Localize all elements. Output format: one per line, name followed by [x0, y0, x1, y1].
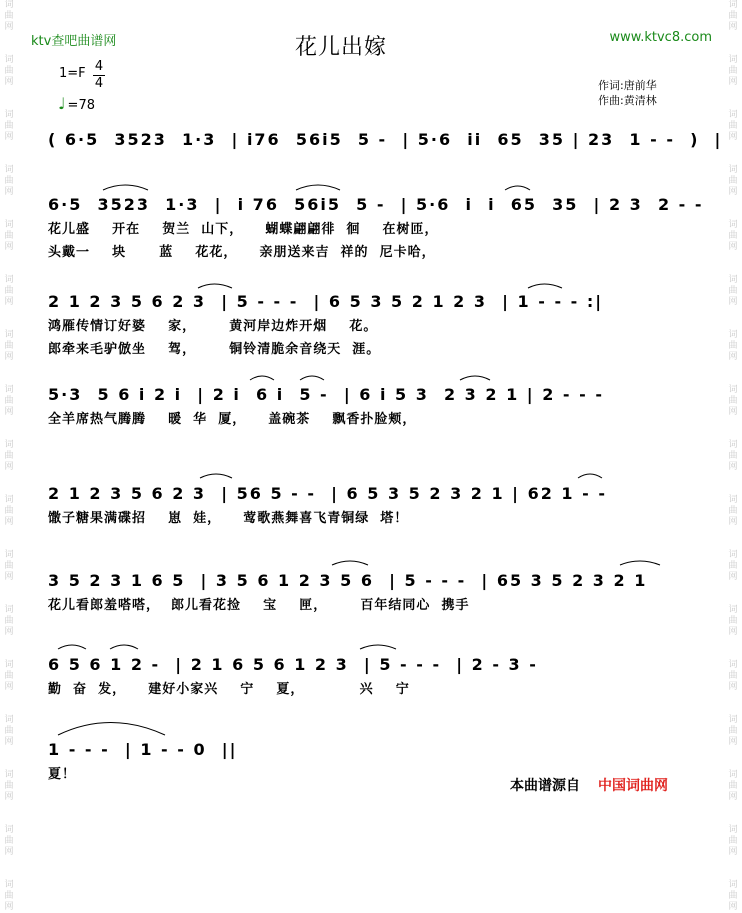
watermark-char: 曲 — [728, 66, 738, 76]
watermark-char: 词 — [4, 770, 14, 780]
watermark-char: 网 — [4, 902, 14, 912]
watermark-char: 网 — [4, 297, 14, 307]
slur-arc — [528, 284, 562, 288]
watermark-char: 网 — [728, 352, 738, 362]
watermark-char: 词 — [728, 825, 738, 835]
watermark-char: 曲 — [728, 561, 738, 571]
watermark-char: 网 — [728, 517, 738, 527]
watermark-char: 曲 — [4, 616, 14, 626]
slur-arc — [58, 645, 86, 649]
watermark-group — [728, 0, 737, 33]
watermark-group — [4, 605, 13, 638]
watermark-char: 曲 — [4, 726, 14, 736]
credits — [598, 78, 657, 108]
watermark-group — [728, 660, 737, 693]
watermark-char: 网 — [4, 407, 14, 417]
slur-arc — [300, 376, 324, 380]
time-signature-top: 4 — [94, 59, 104, 74]
watermark-char: 词 — [4, 825, 14, 835]
watermark-char: 网 — [4, 77, 14, 87]
right-watermark-strip — [726, 0, 740, 912]
watermark-char: 曲 — [4, 836, 14, 846]
slur-arc — [250, 376, 274, 380]
lyric-line-1: 夏！ — [48, 767, 77, 782]
slur-arc — [332, 561, 368, 565]
watermark-char: 词 — [728, 495, 738, 505]
watermark-char: 网 — [4, 792, 14, 802]
watermark-char: 网 — [728, 297, 738, 307]
watermark-char: 词 — [4, 715, 14, 725]
watermark-char: 网 — [728, 407, 738, 417]
slur-arc — [110, 645, 138, 649]
watermark-char: 词 — [4, 880, 14, 890]
watermark-char: 曲 — [4, 66, 14, 76]
watermark-char: 网 — [728, 682, 738, 692]
watermark-group — [728, 275, 737, 308]
watermark-char: 网 — [4, 682, 14, 692]
watermark-char: 曲 — [728, 121, 738, 131]
notes-line: 5·3 5 6 i 2 i | 2 i 6 i 5 - | 6 i 5 3 2 3 2 1 | 2 - - - — [48, 385, 604, 404]
slur-arc — [578, 474, 602, 478]
watermark-group — [728, 605, 737, 638]
watermark-char: 网 — [728, 572, 738, 582]
quarter-note-icon: ♩ — [58, 94, 66, 113]
notes-line: 2 1 2 3 5 6 2 3 | 56 5 - - | 6 5 3 5 2 3 2 1 | 62 1 - - — [48, 484, 607, 503]
score-row-6 — [48, 655, 698, 697]
watermark-char: 网 — [728, 737, 738, 747]
watermark-char: 曲 — [728, 11, 738, 21]
watermark-char: 词 — [4, 110, 14, 120]
watermark-char: 网 — [728, 22, 738, 32]
slur-arc — [460, 376, 490, 380]
source-credit — [510, 775, 668, 795]
score-row-intro — [48, 130, 723, 149]
notes-line: 1 - - - | 1 - - 0 || — [48, 740, 238, 759]
source-brand-link[interactable]: 中国词曲网 — [598, 778, 668, 794]
watermark-char: 网 — [728, 792, 738, 802]
watermark-char: 词 — [728, 660, 738, 670]
watermark-char: 词 — [4, 165, 14, 175]
score-row-1 — [48, 195, 704, 260]
left-watermark-strip — [2, 0, 16, 912]
watermark-char: 网 — [4, 572, 14, 582]
watermark-char: 网 — [4, 462, 14, 472]
notes-line: 2 1 2 3 5 6 2 3 | 5 - - - | 6 5 3 5 2 1 2 3 | 1 - - - :| — [48, 292, 604, 311]
watermark-char: 曲 — [728, 341, 738, 351]
watermark-char: 网 — [4, 627, 14, 637]
score-row-2 — [48, 292, 698, 357]
watermark-char: 词 — [4, 330, 14, 340]
watermark-group — [4, 220, 13, 253]
lyric-line-2: 头戴一 块 蓝 花花， 亲朋送来吉 祥的 尼卡哈， — [48, 245, 436, 260]
watermark-char: 网 — [728, 847, 738, 857]
watermark-char: 词 — [728, 385, 738, 395]
watermark-char: 词 — [4, 0, 14, 10]
watermark-group — [4, 385, 13, 418]
watermark-char: 词 — [728, 165, 738, 175]
watermark-char: 词 — [4, 605, 14, 615]
watermark-group — [4, 55, 13, 88]
lyricist: 作词:唐前华 — [598, 79, 657, 92]
watermark-group — [728, 495, 737, 528]
slur-arc — [296, 185, 340, 190]
lyric-line-1: 全羊席热气腾腾 暖 华 厦， 盖碗茶 飘香扑脸颊， — [48, 412, 417, 427]
watermark-char: 曲 — [728, 451, 738, 461]
watermark-char: 词 — [4, 55, 14, 65]
watermark-char: 词 — [4, 275, 14, 285]
watermark-char: 网 — [728, 132, 738, 142]
slur-arc — [360, 645, 396, 649]
song-title: 花儿出嫁 — [295, 35, 388, 60]
site-name-left[interactable]: ktv查吧曲谱网 — [31, 34, 117, 49]
time-signature — [93, 60, 105, 91]
watermark-char: 曲 — [728, 891, 738, 901]
watermark-char: 曲 — [728, 506, 738, 516]
composer: 作曲:黄清林 — [598, 94, 657, 107]
watermark-char: 曲 — [4, 11, 14, 21]
watermark-group — [4, 550, 13, 583]
watermark-char: 曲 — [4, 671, 14, 681]
watermark-group — [4, 660, 13, 693]
slur-arc — [103, 185, 148, 190]
watermark-char: 网 — [728, 77, 738, 87]
watermark-group — [728, 55, 737, 88]
site-url-right[interactable]: www.ktvc8.com — [609, 30, 712, 45]
watermark-char: 词 — [728, 550, 738, 560]
slur-arc — [505, 186, 530, 190]
watermark-char: 网 — [4, 352, 14, 362]
watermark-char: 网 — [728, 242, 738, 252]
watermark-group — [4, 440, 13, 473]
watermark-char: 曲 — [4, 176, 14, 186]
watermark-char: 网 — [4, 22, 14, 32]
lyric-line-1: 花儿盛 开在 贺兰 山下， 蝴蝶翩翩徘 徊 在树匝， — [48, 222, 439, 237]
lyric-line-2: 郎牵来毛驴倣坐 驾， 铜铃清脆余音绕天 涯。 — [48, 342, 381, 357]
watermark-char: 曲 — [728, 726, 738, 736]
watermark-char: 词 — [4, 495, 14, 505]
watermark-group — [728, 825, 737, 858]
watermark-group — [4, 880, 13, 913]
slur-arc — [620, 561, 660, 565]
lyric-line-1: 鸿雁传情订好婆 家， 黄河岸边炸开烟 花。 — [48, 319, 378, 334]
watermark-char: 网 — [4, 847, 14, 857]
watermark-char: 词 — [728, 440, 738, 450]
watermark-char: 曲 — [4, 396, 14, 406]
watermark-char: 网 — [728, 902, 738, 912]
watermark-char: 词 — [728, 275, 738, 285]
watermark-char: 曲 — [728, 231, 738, 241]
watermark-char: 词 — [4, 220, 14, 230]
watermark-group — [4, 330, 13, 363]
watermark-char: 曲 — [728, 616, 738, 626]
watermark-char: 曲 — [4, 286, 14, 296]
watermark-group — [4, 110, 13, 143]
watermark-char: 词 — [728, 715, 738, 725]
watermark-char: 曲 — [4, 561, 14, 571]
watermark-char: 词 — [728, 330, 738, 340]
watermark-char: 词 — [4, 550, 14, 560]
watermark-group — [728, 110, 737, 143]
watermark-group — [728, 220, 737, 253]
watermark-char: 网 — [4, 517, 14, 527]
time-signature-bottom: 4 — [94, 76, 104, 91]
watermark-group — [728, 165, 737, 198]
slur-arc — [58, 723, 165, 736]
source-label: 本曲谱源自 — [510, 778, 580, 794]
watermark-char: 网 — [4, 187, 14, 197]
slur-arc — [200, 474, 232, 478]
notes-line: 6·5 3523 1·3 | i 76 56i5 5 - | 5·6 i i 65 35 | 2 3 2 - - — [48, 195, 704, 214]
watermark-char: 词 — [728, 220, 738, 230]
watermark-char: 曲 — [728, 781, 738, 791]
watermark-char: 词 — [728, 55, 738, 65]
watermark-char: 网 — [728, 462, 738, 472]
watermark-char: 曲 — [728, 396, 738, 406]
watermark-group — [728, 330, 737, 363]
notes-line: 6 5 6 1 2 - | 2 1 6 5 6 1 2 3 | 5 - - - | 2 - 3 - — [48, 655, 538, 674]
tempo-value: =78 — [67, 98, 95, 113]
lyric-line-1: 馓子糖果满碟招 崽 娃， 莺歌燕舞喜飞青铜绿 塔！ — [48, 511, 409, 526]
watermark-group — [4, 0, 13, 33]
watermark-char: 网 — [728, 187, 738, 197]
watermark-char: 曲 — [728, 286, 738, 296]
watermark-group — [728, 550, 737, 583]
watermark-char: 曲 — [4, 451, 14, 461]
watermark-char: 词 — [4, 385, 14, 395]
watermark-char: 词 — [4, 440, 14, 450]
watermark-char: 曲 — [728, 671, 738, 681]
watermark-group — [4, 495, 13, 528]
watermark-char: 曲 — [4, 121, 14, 131]
slur-arc — [198, 284, 232, 288]
notes-line: 3 5 2 3 1 6 5 | 3 5 6 1 2 3 5 6 | 5 - - - | 65 3 5 2 3 2 1 — [48, 571, 648, 590]
watermark-group — [4, 770, 13, 803]
key-signature: 1=F — [59, 66, 86, 81]
watermark-group — [728, 385, 737, 418]
watermark-group — [4, 825, 13, 858]
watermark-group — [728, 715, 737, 748]
watermark-group — [728, 440, 737, 473]
watermark-char: 词 — [728, 110, 738, 120]
watermark-char: 词 — [728, 770, 738, 780]
watermark-char: 网 — [4, 737, 14, 747]
watermark-group — [728, 880, 737, 913]
watermark-char: 曲 — [4, 506, 14, 516]
watermark-char: 词 — [728, 605, 738, 615]
score-row-5 — [48, 571, 698, 613]
tempo-marking — [58, 94, 95, 113]
watermark-char: 曲 — [728, 176, 738, 186]
watermark-char: 曲 — [4, 781, 14, 791]
watermark-char: 词 — [4, 660, 14, 670]
watermark-char: 网 — [4, 242, 14, 252]
watermark-char: 曲 — [728, 836, 738, 846]
watermark-char: 曲 — [4, 231, 14, 241]
score-row-3 — [48, 385, 698, 427]
watermark-group — [4, 715, 13, 748]
watermark-group — [4, 275, 13, 308]
lyric-line-1: 勤 奋 发， 建好小家兴 宁 夏， 兴 宁 — [48, 682, 410, 697]
watermark-group — [728, 770, 737, 803]
watermark-char: 词 — [728, 0, 738, 10]
watermark-group — [4, 165, 13, 198]
score-row-4 — [48, 484, 698, 526]
watermark-char: 词 — [728, 880, 738, 890]
watermark-char: 网 — [728, 627, 738, 637]
watermark-char: 网 — [4, 132, 14, 142]
watermark-char: 曲 — [4, 891, 14, 901]
notes-line: ( 6·5 3523 1·3 | i76 56i5 5 - | 5·6 ii 65 35 | 23 1 - - ) | — [48, 130, 723, 149]
lyric-line-1: 花儿看郎羞嗒嗒， 郎儿看花捡 宝 匣， 百年结同心 携手 — [48, 598, 470, 613]
watermark-char: 曲 — [4, 341, 14, 351]
